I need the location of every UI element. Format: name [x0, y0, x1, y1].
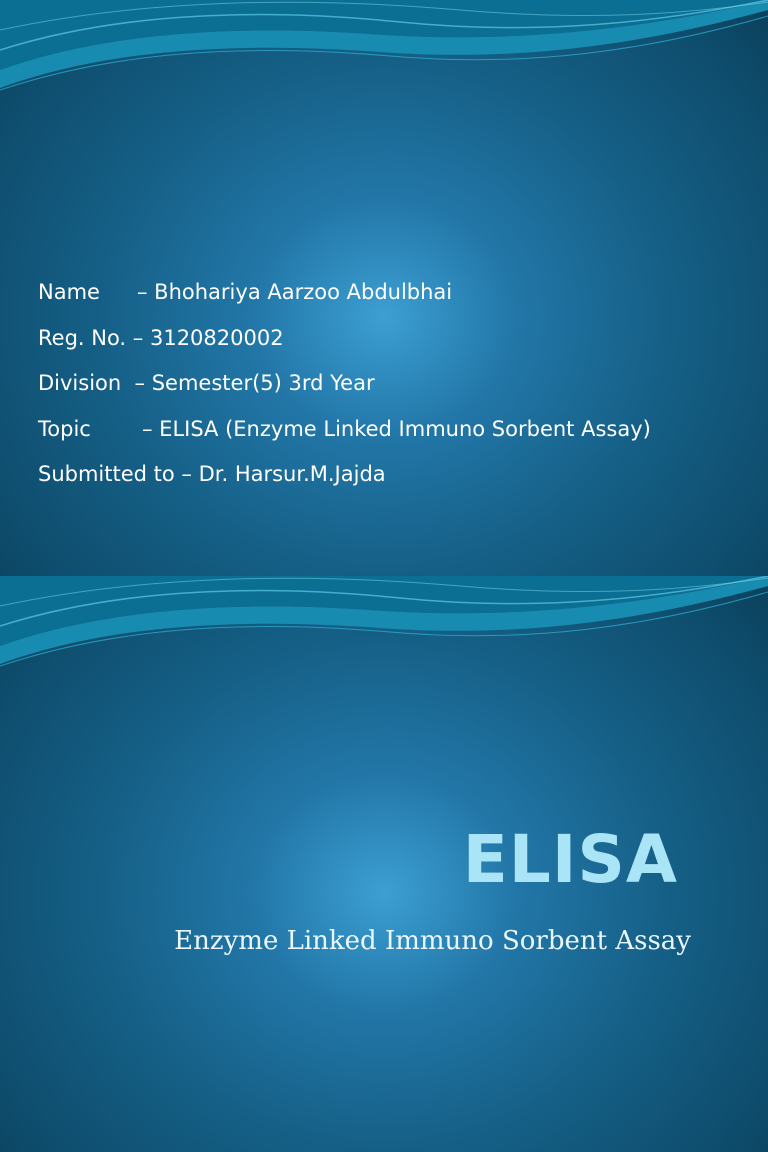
detail-row-submitted-to	[38, 452, 651, 498]
detail-label: Submitted to	[38, 462, 175, 486]
detail-row-topic	[38, 407, 651, 453]
wave-header-decoration	[0, 576, 768, 686]
detail-value: – Dr. Harsur.M.Jajda	[174, 462, 386, 486]
wave-header-decoration	[0, 0, 768, 110]
detail-value: – 3120820002	[126, 325, 284, 350]
slide-title-heading: ELISA	[462, 821, 678, 898]
detail-value: – ELISA (Enzyme Linked Immuno Sorbent Assay)	[142, 416, 651, 441]
slide-subtitle: Enzyme Linked Immuno Sorbent Assay	[174, 926, 691, 956]
detail-label: Division	[38, 371, 122, 395]
detail-row-reg-no	[38, 316, 651, 362]
detail-value: – Semester(5) 3rd Year	[121, 371, 375, 395]
detail-row-division	[38, 361, 651, 407]
detail-label: Reg. No.	[38, 325, 127, 350]
detail-row-name	[38, 270, 651, 316]
detail-label: Topic	[38, 416, 91, 441]
detail-value: – Bhohariya Aarzoo Abdulbhai	[137, 280, 453, 304]
submission-details-list	[38, 270, 651, 498]
slide-title	[0, 576, 768, 1152]
detail-label: Name	[38, 280, 100, 304]
